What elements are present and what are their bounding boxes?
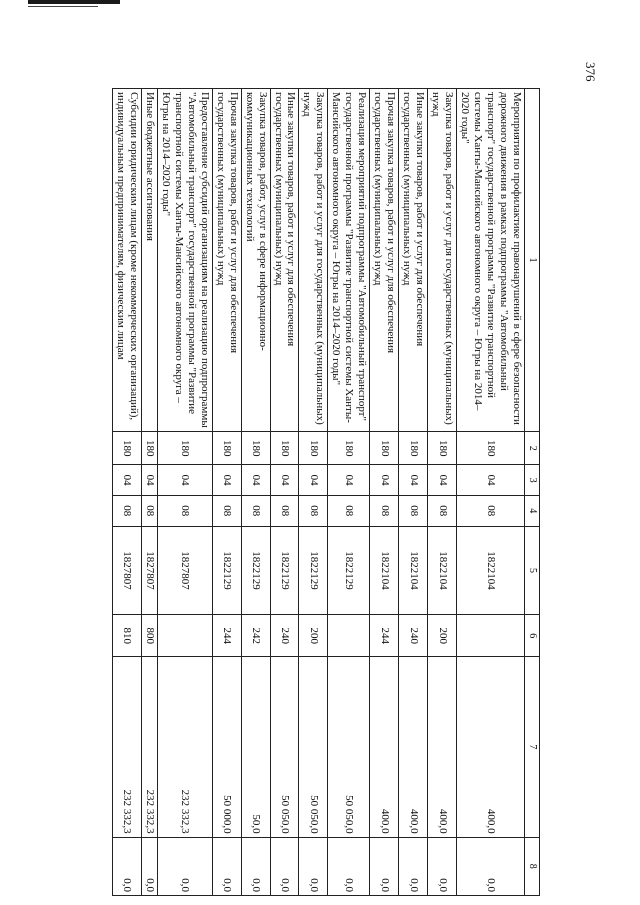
cell-admin-code: 180	[212, 432, 241, 465]
cell-expense-type: 242	[241, 615, 270, 657]
column-header: 2	[525, 432, 540, 465]
cell-target-item: 1822129	[241, 526, 270, 615]
row-name: Закупка товаров, работ и услуг для государственных (муниципальных) нужд	[428, 89, 457, 432]
row-name: Закупка товаров, работ, услуг в сфере информационно-коммуникационных технологий	[241, 89, 270, 432]
table-row	[212, 89, 241, 896]
cell-amount: 50 000,0	[212, 657, 241, 838]
table-row	[370, 89, 399, 896]
cell-subsection: 08	[157, 495, 212, 526]
cell-target-item: 1827807	[141, 526, 157, 615]
cell-expense-type: 200	[299, 615, 328, 657]
row-name: Прочая закупка товаров, работ и услуг для обеспечения государственных (муниципальных) нужд	[370, 89, 399, 432]
page-number: 376	[583, 62, 598, 82]
cell-amount: 232 332,3	[157, 657, 212, 838]
cell-admin-code: 180	[270, 432, 299, 465]
cell-amount: 400,0	[370, 657, 399, 838]
budget-table	[112, 88, 540, 896]
cell-amount: 50 050,0	[270, 657, 299, 838]
cell-amount-col8: 0,0	[241, 837, 270, 895]
cell-amount: 232 332,3	[112, 657, 141, 838]
cell-expense-type: 200	[428, 615, 457, 657]
cell-subsection: 08	[370, 495, 399, 526]
cell-admin-code: 180	[241, 432, 270, 465]
cell-section: 04	[428, 465, 457, 496]
cell-admin-code: 180	[370, 432, 399, 465]
row-name: Субсидии юридическим лицам (кроме некоммерческих организаций), индивидуальным предпринимателям, физическим лицам	[112, 89, 141, 432]
cell-section: 04	[241, 465, 270, 496]
cell-expense-type: 240	[399, 615, 428, 657]
cell-admin-code: 180	[157, 432, 212, 465]
cell-section: 04	[299, 465, 328, 496]
cell-section: 04	[270, 465, 299, 496]
column-header: 3	[525, 465, 540, 496]
row-name: Реализация мероприятий подпрограммы "Автомобильный транспорт" государственной программы "Развитие транспортной системы Ханты-Мансийского автономного округа – Югры на 2014–2020 годы"	[328, 89, 370, 432]
cell-amount: 400,0	[399, 657, 428, 838]
cell-admin-code: 180	[112, 432, 141, 465]
cell-target-item: 1822129	[299, 526, 328, 615]
row-name: Закупка товаров, работ и услуг для государственных (муниципальных) нужд	[299, 89, 328, 432]
cell-subsection: 08	[141, 495, 157, 526]
column-header: 7	[525, 657, 540, 838]
cell-amount-col8: 0,0	[141, 837, 157, 895]
cell-target-item: 1822129	[212, 526, 241, 615]
cell-admin-code: 180	[457, 432, 525, 465]
cell-subsection: 08	[399, 495, 428, 526]
cell-expense-type: 244	[212, 615, 241, 657]
cell-target-item: 1822104	[457, 526, 525, 615]
cell-admin-code: 180	[399, 432, 428, 465]
cell-section: 04	[157, 465, 212, 496]
table-row	[157, 89, 212, 896]
cell-subsection: 08	[112, 495, 141, 526]
cell-amount-col8: 0,0	[299, 837, 328, 895]
cell-subsection: 08	[270, 495, 299, 526]
cell-target-item: 1822104	[399, 526, 428, 615]
cell-amount-col8: 0,0	[112, 837, 141, 895]
cell-subsection: 08	[428, 495, 457, 526]
cell-target-item: 1827807	[112, 526, 141, 615]
budget-table-sheet	[82, 88, 540, 896]
cell-amount-col8: 0,0	[328, 837, 370, 895]
cell-amount-col8: 0,0	[157, 837, 212, 895]
cell-section: 04	[212, 465, 241, 496]
cell-amount: 400,0	[457, 657, 525, 838]
table-row	[241, 89, 270, 896]
cell-expense-type	[457, 615, 525, 657]
cell-expense-type	[157, 615, 212, 657]
cell-amount-col8: 0,0	[457, 837, 525, 895]
table-row	[299, 89, 328, 896]
cell-admin-code: 180	[428, 432, 457, 465]
column-header: 5	[525, 526, 540, 615]
cell-expense-type: 244	[370, 615, 399, 657]
cell-section: 04	[399, 465, 428, 496]
cell-expense-type: 240	[270, 615, 299, 657]
column-header: 4	[525, 495, 540, 526]
row-name: Предоставление субсидий организациям на реализацию подпрограммы "Автомобильный транспорт" государственной программы "Развитие транспортной системы Ханты-Мансийского автономного округа – Югры на 2014–2020 годы"	[157, 89, 212, 432]
table-row	[270, 89, 299, 896]
table-row	[399, 89, 428, 896]
cell-subsection: 08	[328, 495, 370, 526]
cell-subsection: 08	[212, 495, 241, 526]
cell-section: 04	[457, 465, 525, 496]
cell-subsection: 08	[299, 495, 328, 526]
cell-amount-col8: 0,0	[428, 837, 457, 895]
row-name: Прочая закупка товаров, работ и услуг для обеспечения государственных (муниципальных) нужд	[212, 89, 241, 432]
cell-subsection: 08	[457, 495, 525, 526]
cell-admin-code: 180	[141, 432, 157, 465]
cell-admin-code: 180	[328, 432, 370, 465]
cell-expense-type: 810	[112, 615, 141, 657]
table-row	[112, 89, 141, 896]
row-name: Иные закупки товаров, работ и услуг для обеспечения государственных (муниципальных) нужд	[399, 89, 428, 432]
cell-target-item: 1822104	[428, 526, 457, 615]
cell-target-item: 1822104	[370, 526, 399, 615]
cell-amount: 50 050,0	[328, 657, 370, 838]
header-rule	[28, 0, 120, 4]
column-header: 1	[525, 89, 540, 432]
cell-target-item: 1827807	[157, 526, 212, 615]
cell-amount: 232 332,3	[141, 657, 157, 838]
cell-amount: 400,0	[428, 657, 457, 838]
cell-target-item: 1822129	[328, 526, 370, 615]
header-rule-thin	[28, 6, 98, 7]
cell-section: 04	[370, 465, 399, 496]
cell-amount: 50 050,0	[299, 657, 328, 838]
table-row	[141, 89, 157, 896]
row-name: Мероприятия по профилактике правонарушений в сфере безопасности дорожного движения в рамках подпрограммы "Автомобильный транспорт" государственной программы "Развитие транспортной системы Ханты-Мансийского автономного округа – Югры на 2014–2020 годы"	[457, 89, 525, 432]
cell-amount-col8: 0,0	[270, 837, 299, 895]
table-row	[328, 89, 370, 896]
cell-section: 04	[328, 465, 370, 496]
table-row	[457, 89, 525, 896]
column-header: 6	[525, 615, 540, 657]
cell-subsection: 08	[241, 495, 270, 526]
cell-section: 04	[141, 465, 157, 496]
row-name: Иные бюджетные ассигнования	[141, 89, 157, 432]
cell-amount-col8: 0,0	[399, 837, 428, 895]
cell-amount-col8: 0,0	[212, 837, 241, 895]
cell-amount: 50,0	[241, 657, 270, 838]
row-name: Иные закупки товаров, работ и услуг для обеспечения государственных (муниципальных) нужд	[270, 89, 299, 432]
cell-expense-type	[328, 615, 370, 657]
cell-section: 04	[112, 465, 141, 496]
cell-target-item: 1822129	[270, 526, 299, 615]
column-header: 8	[525, 837, 540, 895]
table-header-row	[525, 89, 540, 896]
cell-amount-col8: 0,0	[370, 837, 399, 895]
cell-expense-type: 800	[141, 615, 157, 657]
cell-admin-code: 180	[299, 432, 328, 465]
table-row	[428, 89, 457, 896]
